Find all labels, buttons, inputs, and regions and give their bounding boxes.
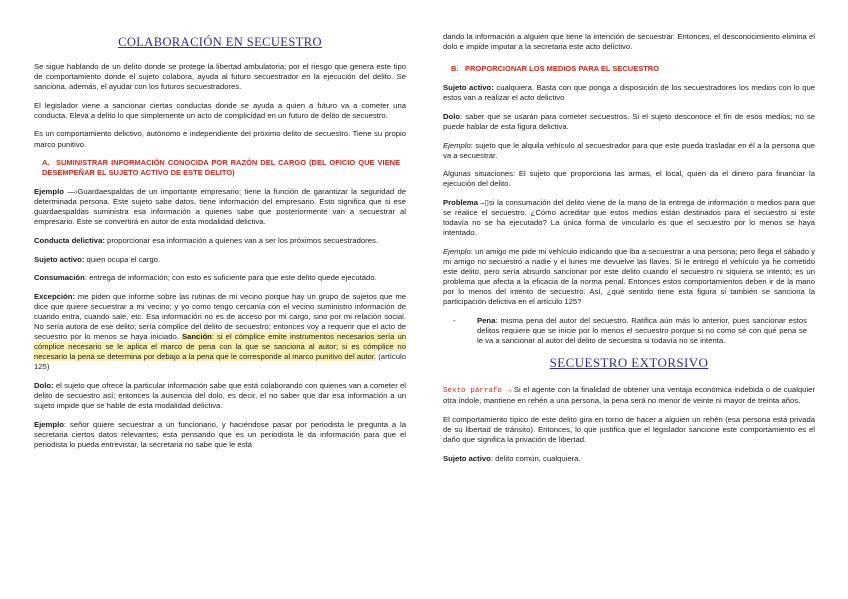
ejemplo-b-text: : sujeto que le alquila vehículo al secuestrador para que este pueda trasladar en él a la persona que va a secuestrar. bbox=[443, 140, 815, 160]
dolo-b-label: Dolo bbox=[443, 111, 461, 121]
paragraph-sujeto-activo bbox=[34, 255, 406, 265]
paragraph-legislador: El legislador viene a sancionar ciertas conductas donde se ayuda a quien a futuro va a cometer una conducta. Eleva a delito lo que simplemente un acto de complicidad en un futuro de delito de secuestro. bbox=[34, 100, 406, 120]
bullet-dash: - bbox=[453, 315, 456, 325]
consumacion-text: : entrega de información; con esto es suficiente para que este delito quede ejecutado. bbox=[84, 273, 377, 283]
ejemplo-b2-text: : un amigo me pide mi vehículo indicando que iba a secuestrar a una persona; pero llega el sábado y mi amigo no secuestró a nadie y el lunes me devuelve las llaves. Si le entrego el vehículo ya he cometido este delito, pero sería absurdo sancionar por este delito cuando el secuestro ni siquiera se intentó; es un problema que afecta a la eficacia de la norma penal. Entonces estos comportamientos deben ir de la mano por lo menos del intento de secuestro. Así, ¿qué sentido tiene esta figura si también se sanciona la participación delictiva en el artículo 125? bbox=[443, 246, 815, 307]
conducta-label: Conducta delictiva: bbox=[34, 236, 105, 246]
paragraph-ejemplo-b2 bbox=[443, 247, 815, 308]
section-title-secuestro-extorsivo: SECUESTRO EXTORSIVO bbox=[549, 355, 709, 371]
section-b-letter: B. bbox=[451, 64, 459, 74]
paragraph-situaciones: Algunas situaciones: El sujeto que proporciona las armas, el local, quien da el dinero para financiar la ejecución del delito. bbox=[443, 169, 815, 189]
ejemplo-2-text: : señor quiere secuestrar a un funcionario, y haciéndose pasar por periodista le pregunta a la secretaria ciertos datos relevantes; esta pensando que es un periodista le da información para que el periodista lo pueda entrevistar, la secretaria no sabe que le está bbox=[34, 419, 406, 450]
paragraph-comportamiento-tipico: El comportamiento típico de este delito gira en torno de hacer a alguien un rehén (esa persona está privada de su libertad de tránsito). Entonces, lo que justifica que el legislador sancione este comportamiento es el daño que significa la privación de libertad. bbox=[443, 414, 815, 445]
section-b-title: PROPORCIONAR LOS MEDIOS PARA EL SECUESTRO bbox=[465, 64, 660, 74]
dolo-label: Dolo: bbox=[34, 381, 54, 391]
bullet-pena bbox=[443, 316, 807, 346]
paragraph-consumacion bbox=[34, 273, 406, 283]
sexto-parrafo-text: Si el agente con la finalidad de obtener una ventaja económica indebida o de cualquier otra índole, mantiene en rehén a una persona, la pena será no menor de veinte ni mayor de treinta años. bbox=[443, 385, 816, 406]
paragraph-autonomo: Es un comportamiento delictivo, autónomo e independiente del próximo delito de secuestro. Tiene su propio marco punitivo. bbox=[34, 129, 406, 149]
section-a-heading bbox=[42, 158, 400, 178]
sexto-parrafo-label: Sexto párrafo → bbox=[443, 387, 512, 396]
paragraph-continuation: dando la información a alguien que tiene la intención de secuestrar. Entonces, el desconocimiento elimina el dolo e impide imputar a la secretaria este acto delictivo. bbox=[443, 32, 815, 52]
excepcion-text: me piden que informe sobre las rutinas de mi vecino porque hay un grupo de sujetos que me dice que quiere secuestrar a mi vecino; y yo como tengo cercanía con el vecino suministro información de cuando entra, cuando sale, etc. Esa información no es de acceso por mi cargo, sino por mi relación social. No sería autora de ese delito; sería cómplice del delito de secuestro; entonces voy a requerir que el acto de secuestro por lo menos se haya iniciado. bbox=[34, 291, 406, 342]
problema-label: Problema bbox=[443, 197, 479, 207]
sujeto-activo-text: quien ocupa el cargo. bbox=[84, 254, 161, 264]
sancion-label: Sanción bbox=[181, 332, 212, 342]
ejemplo-b-label: Ejemplo bbox=[443, 140, 471, 150]
conducta-text: proporcionar esa información a quienes van a ser los próximos secuestradores. bbox=[104, 236, 378, 246]
ejemplo-label: Ejemplo bbox=[34, 187, 64, 197]
left-column bbox=[34, 30, 406, 459]
paragraph-ejemplo-2 bbox=[34, 420, 406, 450]
paragraph-sujeto-activo-b bbox=[443, 83, 815, 103]
section-a-title: SUMINISTRAR INFORMACIÓN CONOCIDA POR RAZÓN DEL CARGO (DEL OFICIO QUE VIENE DESEMPEÑAR EL SUJETO ACTIVO DE ESTE DELITO) bbox=[42, 158, 400, 178]
paragraph-dolo-b bbox=[443, 112, 815, 132]
ejemplo-b2-label: Ejemplo bbox=[443, 246, 471, 256]
ejemplo-text: —›Guardaespaldas de un importante empresario; tiene la función de garantizar la seguridad de determinada persona. Este sujeto sabe datos, tiene información del empresario. Esto significa que si ese guardaespaldas suministra esa información a quienes sabe que posteriormente van a secuestrar al empresario. Este se convertirá en autor de esta modalidad delictiva. bbox=[34, 187, 406, 227]
paragraph-ejemplo-b bbox=[443, 141, 815, 161]
sujeto-activo-extorsivo-label: Sujeto activo bbox=[443, 453, 491, 463]
paragraph-problema bbox=[443, 198, 815, 238]
sujeto-activo-b-label: Sujeto activo: bbox=[443, 83, 494, 93]
paragraph-ejemplo bbox=[34, 187, 406, 227]
dolo-text: el sujeto que ofrece la particular información sabe que está colaborando con quienes van a cometer el delito de secuestro así; entonces la ausencia del dolo, es decir, el no saber que dar esa información a un sujeto impide que se hable de esta modalidad delictiva. bbox=[34, 381, 406, 411]
section-a-letter: A. bbox=[42, 158, 50, 168]
page-title: COLABORACIÓN EN SECUESTRO bbox=[118, 35, 322, 49]
problema-text: –▯si la consumación del delito viene de la mano de la entrega de información o medios para que se realice el secuestro. ¿Cómo acreditar que estos medios están destinados para el secuestro si este todavía no se ha ejecutado? La única forma de vincularlo es que el secuestro por lo menos se haya intentado. bbox=[443, 197, 815, 238]
ejemplo-2-label: Ejemplo bbox=[34, 419, 64, 429]
paragraph-sujeto-activo-extorsivo bbox=[443, 454, 815, 464]
right-column bbox=[443, 32, 815, 472]
sujeto-activo-label: Sujeto activo: bbox=[34, 254, 85, 264]
pena-text: : misma pena del autor del secuestro. Ratifica aún más lo anterior, pues sancionar estos delitos requiere que se inicie por lo menos el secuestro porque si no como sé con qué pena se le va a sancionar al autor del delito de secuestra si todavía no se intenta. bbox=[477, 315, 807, 346]
consumacion-label: Consumación bbox=[34, 273, 85, 283]
sancion-tail: (artículo 125) bbox=[34, 352, 407, 372]
excepcion-label: Excepción: bbox=[34, 291, 76, 301]
sujeto-activo-b-text: cualquiera. Basta con que ponga a disposición de los secuestradores los medios con lo que estos van a realizar el acto delictivo bbox=[443, 83, 815, 103]
paragraph-dolo bbox=[34, 381, 406, 411]
sancion-text: : si el cómplice emite instrumentos necesarios sería un cómplice necesario se le aplica el marco de pena con la que se sanciona al autor; si es cómplice no necesario la pena se determina por debajo a la pena que le corresponde al marco punitivo del autor. bbox=[34, 332, 406, 362]
pena-label: Pena bbox=[477, 315, 496, 325]
paragraph-conducta-delictiva bbox=[34, 236, 406, 246]
section-b-heading bbox=[451, 64, 809, 74]
paragraph-intro: Se sigue hablando de un delito donde se protege la libertad ambulatoria; por el riesgo que genera este tipo de comportamiento donde el sujeto colabora, ayuda al futuro secuestrador en la ejecución del delito. Se sanciona, además, el ayudar con los futuros secuestradores. bbox=[34, 62, 406, 92]
paragraph-sexto-parrafo bbox=[443, 385, 815, 406]
dolo-b-text: : saber que se usarán para cometer secuestros. Si el sujeto desconoce el fin de esos medios; no se puede hablar de esta figura delictiva. bbox=[443, 111, 815, 131]
sujeto-activo-extorsivo-text: : delito común, cualquiera. bbox=[490, 453, 581, 463]
paragraph-excepcion bbox=[34, 292, 406, 373]
